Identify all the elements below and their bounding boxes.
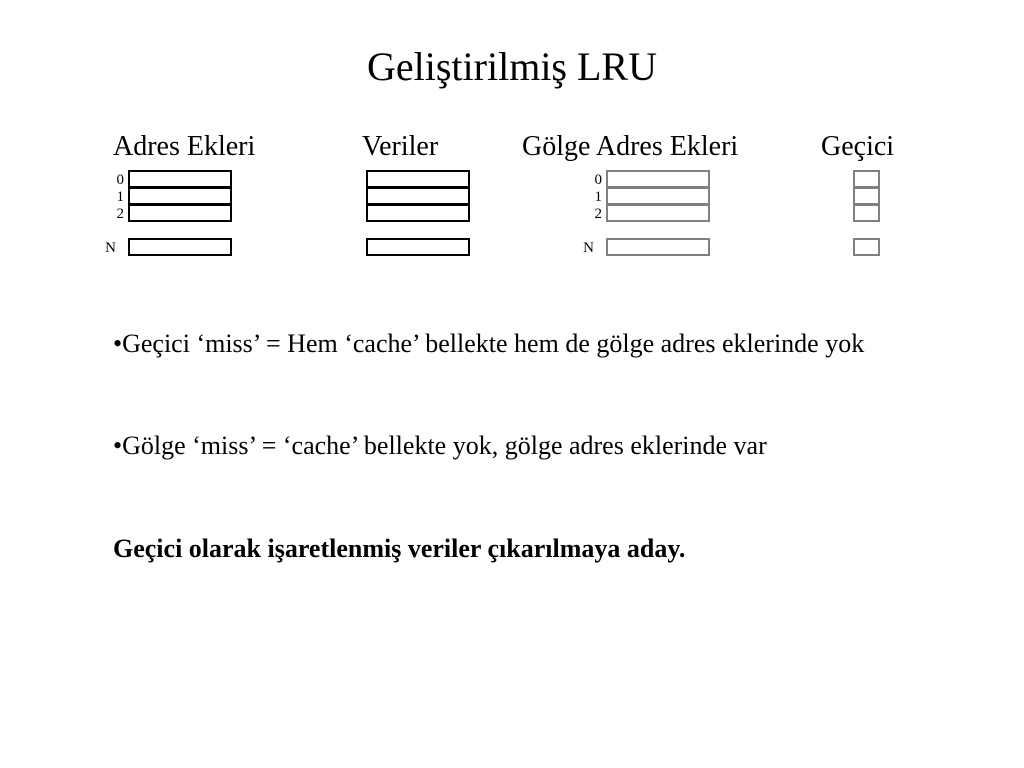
tags-row-label-2: 2 — [116, 206, 124, 222]
tags-cell-2 — [128, 204, 232, 222]
conclusion-text: Geçici olarak işaretlenmiş veriler çıkarılmaya aday. — [113, 534, 686, 563]
bullet-transient-miss: •Geçici ‘miss’ = Hem ‘cache’ bellekte hem de gölge adres eklerinde yok — [113, 329, 865, 358]
shadow-cell-n — [606, 238, 710, 256]
transient-cell-n — [853, 238, 880, 256]
data-cell-n — [366, 238, 470, 256]
tags-cell-n — [128, 238, 232, 256]
transient-cell-0 — [853, 170, 880, 188]
header-data: Veriler — [362, 131, 439, 162]
bullet-shadow-miss: •Gölge ‘miss’ = ‘cache’ bellekte yok, gölge adres eklerinde var — [113, 431, 767, 460]
tags-row-label-0: 0 — [116, 172, 124, 188]
slide-title: Geliştirilmiş LRU — [367, 44, 657, 89]
shadow-cell-0 — [606, 170, 710, 188]
tags-cell-0 — [128, 170, 232, 188]
transient-cell-1 — [853, 187, 880, 205]
tags-cell-1 — [128, 187, 232, 205]
header-transient: Geçici — [821, 131, 895, 162]
data-cell-2 — [366, 204, 470, 222]
tags-row-label-1: 1 — [116, 189, 124, 205]
shadow-row-label-1: 1 — [594, 189, 602, 205]
shadow-row-label-n: N — [583, 240, 594, 256]
shadow-cell-2 — [606, 204, 710, 222]
shadow-row-label-2: 2 — [594, 206, 602, 222]
shadow-row-label-0: 0 — [594, 172, 602, 188]
header-tags: Adres Ekleri — [113, 131, 256, 162]
transient-cell-2 — [853, 204, 880, 222]
data-cell-1 — [366, 187, 470, 205]
data-cell-0 — [366, 170, 470, 188]
tags-row-label-n: N — [105, 240, 116, 256]
header-shadow-tags: Gölge Adres Ekleri — [522, 131, 739, 162]
shadow-cell-1 — [606, 187, 710, 205]
